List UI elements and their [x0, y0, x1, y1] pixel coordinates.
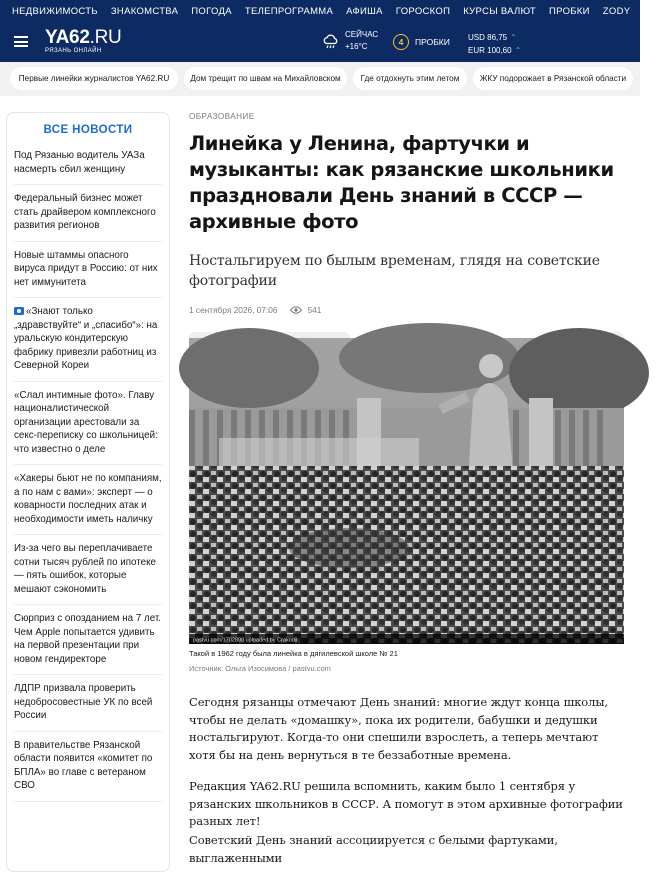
news-item-text: «Знают только „здравствуйте“ и „спасибо“»: на уральскую кондитерскую фабрику привезли работниц из Северной Кореи	[14, 306, 158, 371]
topnav-item-weather[interactable]: ПОГОДА	[191, 5, 232, 17]
logo-main-text: YA62	[45, 27, 90, 48]
article-paragraph: Сегодня рязанцы отмечают День знаний: многие ждут конца школы, чтобы не делать «домашку», пока их родители, бабушки и дедушки ностальгируют. Когда-то они спешили взрослеть, а теперь мечтают хотя бы на день вернуться в те беззаботные времена.	[189, 695, 608, 762]
news-item[interactable]: Новые штаммы опасного вируса придут в Россию: от них нет иммунитета	[14, 242, 162, 299]
news-item[interactable]: ЛДПР призвала проверить недобросовестные УК по всей России	[14, 675, 162, 732]
usd-rate: USD 86,75	[468, 33, 508, 42]
article-date: 1 сентября 2026, 07:06	[189, 305, 278, 315]
news-item[interactable]: Из-за чего вы переплачиваете сотни тысяч рублей по ипотеке — пять ошибок, которые мешают сэкономить	[14, 535, 162, 605]
weather-temp: +16°C	[345, 42, 368, 51]
weather-widget[interactable]	[322, 29, 378, 53]
featured-link-chip[interactable]: Дом трещит по швам на Михайловском	[184, 67, 347, 90]
topnav-item-afisha[interactable]: АФИША	[346, 5, 383, 17]
arrow-up-icon: ⌃	[510, 33, 517, 42]
article	[189, 112, 625, 359]
photo-caption: Такой в 1962 году была линейка в дягилевской школе № 21	[189, 649, 398, 658]
photo-source: Источник: Ольга Изосимова / pastvu.com	[189, 664, 331, 673]
photo-watermark: pastvu.com/1702800 uploaded by Crakodil	[193, 637, 298, 644]
news-item[interactable]	[14, 298, 162, 382]
traffic-score-badge: 4	[393, 34, 409, 50]
weather-label: СЕЙЧАС	[345, 30, 379, 39]
menu-icon[interactable]	[14, 36, 28, 47]
topnav-item-realty[interactable]: НЕДВИЖИМОСТЬ	[12, 5, 98, 17]
article-subtitle: Ностальгируем по былым временам, глядя на советские фотографии	[189, 253, 600, 289]
article-rubric[interactable]: ОБРАЗОВАНИЕ	[189, 112, 255, 121]
traffic-widget[interactable]	[393, 34, 450, 50]
site-header	[0, 22, 640, 62]
article-views: 541	[307, 305, 322, 315]
all-news-sidebar	[6, 112, 170, 872]
top-nav	[0, 0, 671, 22]
topnav-item-traffic[interactable]: ПРОБКИ	[549, 5, 590, 17]
archive-photo-image	[189, 338, 624, 644]
topnav-item-zody[interactable]: ZODY	[602, 5, 631, 17]
news-item[interactable]: «Хакеры бьют не по компаниям, а по нам с вами»: эксперт — о коварности последних атак и необходимости иметь наличку	[14, 465, 162, 535]
article-title: Линейка у Ленина, фартучки и музыканты: как рязанские школьники праздновали День знаний в СССР — архивные фото	[189, 132, 614, 233]
news-item[interactable]: Федеральный бизнес может стать драйвером комплексного развития регионов	[14, 185, 162, 242]
topnav-item-games[interactable]: ИГРЫ	[643, 5, 671, 17]
cloud-rain-icon	[322, 32, 340, 50]
featured-link-chip[interactable]: Где отдохнуть этим летом	[353, 67, 467, 90]
topnav-item-rates[interactable]: КУРСЫ ВАЛЮТ	[463, 5, 537, 17]
topnav-item-horoscope[interactable]: ГОРОСКОП	[395, 5, 451, 17]
logo-subtitle: РЯЗАНЬ ОНЛАЙН	[45, 48, 102, 54]
logo-ru-text: .RU	[89, 27, 122, 48]
article-paragraph: Редакция YA62.RU решила вспомнить, каким было 1 сентября у рязанских школьников в СССР. А помогут в этом архивные фотографии разных лет!	[189, 779, 623, 828]
news-item[interactable]: В правительстве Рязанской области появится «комитет по БПЛА» во главе с ветераном СВО	[14, 732, 162, 802]
camera-icon	[14, 307, 24, 315]
article-photo[interactable]	[189, 338, 624, 644]
eur-rate: EUR 100,60	[468, 46, 512, 55]
traffic-label: ПРОБКИ	[415, 37, 450, 47]
news-item[interactable]: Сюрприз с опозданием на 7 лет. Чем Apple попытается удивить на первой презентации при новом гендиректоре	[14, 605, 162, 675]
topnav-item-tv[interactable]: ТЕЛЕПРОГРАММА	[244, 5, 334, 17]
featured-link-chip[interactable]: ЖКУ подорожает в Рязанской области	[473, 67, 633, 90]
article-meta	[189, 305, 625, 315]
sidebar-title[interactable]: ВСЕ НОВОСТИ	[43, 124, 133, 136]
featured-link-chip[interactable]: Первые линейки журналистов YA62.RU	[10, 67, 178, 90]
news-item[interactable]: «Слал интимные фото». Главу националистической организации арестовали за секс-переписку со школьницей: что известно о деле	[14, 382, 162, 466]
eye-icon	[290, 306, 302, 314]
site-logo[interactable]	[45, 28, 121, 54]
arrow-up-icon: ⌃	[514, 46, 522, 55]
topnav-item-dating[interactable]: ЗНАКОМСТВА	[110, 5, 179, 17]
currency-rates[interactable]	[468, 31, 521, 57]
article-paragraph: Советский День знаний ассоциируется с белыми фартуками, выглаженными	[189, 833, 558, 865]
featured-links-strip	[0, 62, 640, 96]
news-item[interactable]: Под Рязанью водитель УАЗа насмерть сбил женщину	[14, 142, 162, 185]
